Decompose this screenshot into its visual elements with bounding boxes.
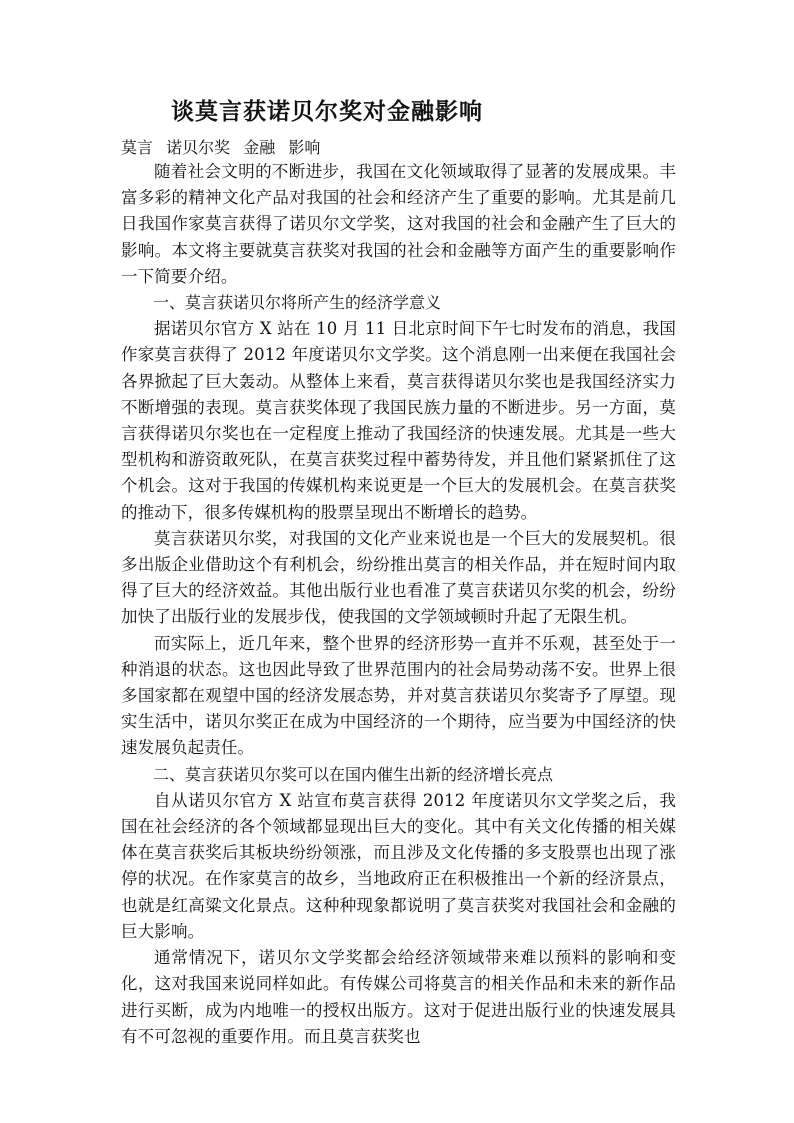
paragraph-intro: 随着社会文明的不断进步，我国在文化领域取得了显著的发展成果。丰富多彩的精神文化产品对我国的社会和经济产生了重要的影响。尤其是前几日我国作家莫言获得了诺贝尔文学奖，这对我国的社会和金融产生了巨大的影响。本文将主要就莫言获奖对我国的社会和金融等方面产生的重要影响作一下简要介绍。 — [121, 162, 676, 286]
keyword: 金融 — [243, 138, 276, 157]
paragraph: 自从诺贝尔官方 X 站宣布莫言获得 2012 年度诺贝尔文学奖之后，我国在社会经济的各个领域都显现出巨大的变化。其中有关文化传播的相关媒体在莫言获奖后其板块纷纷领涨，而且涉及文化传播的多支股票也出现了涨停的状况。在作家莫言的故乡，当地政府正在积极推出一个新的经济景点，也就是红高粱文化景点。这种种现象都说明了莫言获奖对我国社会和金融的巨大影响。 — [121, 790, 676, 941]
keyword: 莫言 — [121, 138, 154, 157]
document-body — [121, 96, 676, 1050]
keywords-line — [121, 136, 676, 159]
keyword: 影响 — [288, 138, 321, 157]
paragraph: 而实际上，近几年来，整个世界的经济形势一直并不乐观，甚至处于一种消退的状态。这也因此导致了世界范围内的社会局势动荡不安。世界上很多国家都在观望中国的经济发展态势，并对莫言获诺贝尔奖寄予了厚望。现实生活中，诺贝尔奖正在成为中国经济的一个期待，应当要为中国经济的快速发展负起责任。 — [121, 633, 676, 758]
paragraph: 据诺贝尔官方 X 站在 10 月 11 日北京时间下午七时发布的消息，我国作家莫言获得了 2012 年度诺贝尔文学奖。这个消息刚一出来便在我国社会各界掀起了巨大轰动。从整体上来看，莫言获得诺贝尔奖也是我国经济实力不断增强的表现。莫言获奖体现了我国民族力量的不断进步。另一方面，莫言获得诺贝尔奖也在一定程度上推动了我国经济的快速发展。尤其是一些大型机构和游资敢死队，在莫言获奖过程中蓄势待发，并且他们紧紧抓住了这个机会。这对于我国的传媒机构来说更是一个巨大的发展机会。在莫言获奖的推动下，很多传媒机构的股票呈现出不断增长的趋势。 — [121, 319, 676, 522]
paragraph: 莫言获诺贝尔奖，对我国的文化产业来说也是一个巨大的发展契机。很多出版企业借助这个有利机会，纷纷推出莫言的相关作品，并在短时间内取得了巨大的经济效益。其他出版行业也看准了莫言获诺贝尔奖的机会，纷纷加快了出版行业的发展步伐，使我国的文学领域顿时升起了无限生机。 — [121, 528, 676, 627]
paragraph: 通常情况下，诺贝尔文学奖都会给经济领域带来难以预料的影响和变化，这对我国来说同样如此。有传媒公司将莫言的相关作品和未来的新作品进行买断，成为内地唯一的授权出版方。这对于促进出版行业的快速发展具有不可忽视的重要作用。而且莫言获奖也 — [121, 948, 676, 1046]
section-heading-1: 一、莫言获诺贝尔将所产生的经济学意义 — [153, 293, 442, 313]
section-heading-2: 二、莫言获诺贝尔奖可以在国内催生出新的经济增长亮点 — [153, 764, 554, 784]
keyword: 诺贝尔奖 — [166, 138, 231, 157]
document-title: 谈莫言获诺贝尔奖对金融影响 — [171, 98, 483, 125]
